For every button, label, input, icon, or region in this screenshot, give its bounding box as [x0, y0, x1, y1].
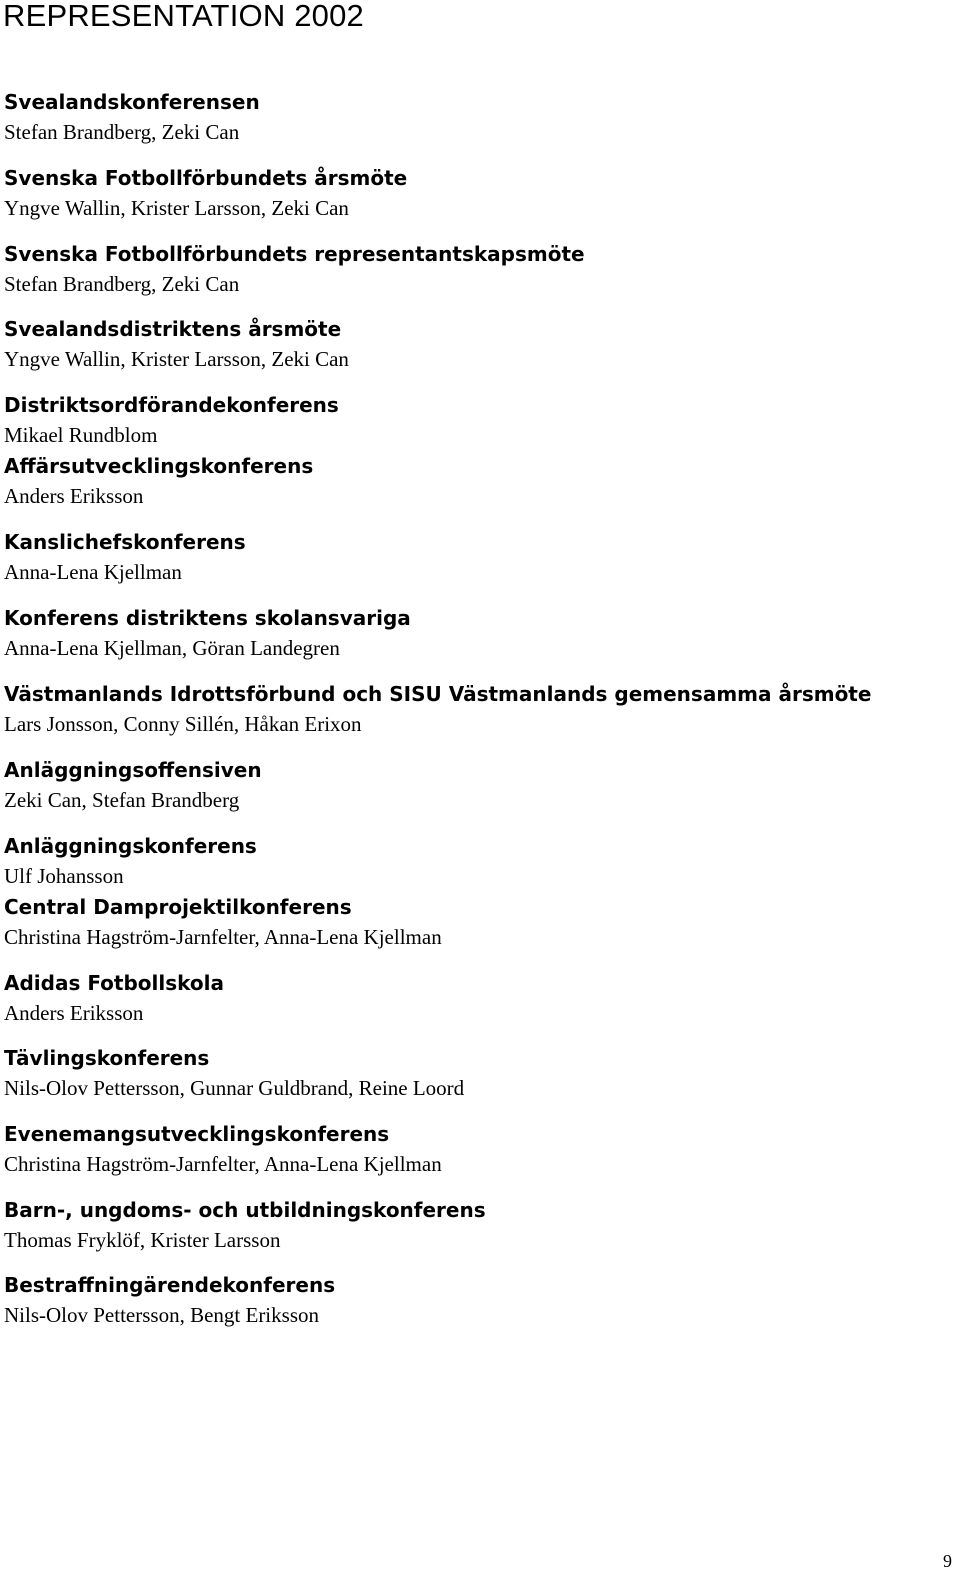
entry-heading: Affärsutvecklingskonferens: [4, 454, 314, 478]
entry-heading: Tävlingskonferens: [4, 1046, 210, 1070]
entry-heading: Distriktsordförandekonferens: [4, 393, 339, 417]
entry-vastmanlands-arsmote: [4, 682, 871, 736]
entry-names: Nils-Olov Pettersson, Bengt Eriksson: [4, 1303, 319, 1327]
entry-tavlingskonferens: [4, 1046, 464, 1100]
entry-heading: Svealandsdistriktens årsmöte: [4, 317, 342, 341]
entry-heading: Anläggningskonferens: [4, 834, 257, 858]
page-number: 9: [943, 1551, 952, 1571]
entry-heading: Evenemangsutvecklingskonferens: [4, 1122, 390, 1146]
entry-heading: Svealandskonferensen: [4, 90, 260, 114]
entry-names: Yngve Wallin, Krister Larsson, Zeki Can: [4, 347, 349, 371]
entry-affarsutvecklingskonferens: [4, 454, 313, 508]
entry-svealandskonferensen: [4, 90, 260, 144]
entry-anlaggningsoffensiven: [4, 758, 262, 812]
entry-names: Anna-Lena Kjellman, Göran Landegren: [4, 636, 340, 660]
entry-konferens-skolansvariga: [4, 606, 411, 660]
entry-names: Christina Hagström-Jarnfelter, Anna-Lena Kjellman: [4, 1152, 442, 1176]
entry-bestraffningarendekonferens: [4, 1273, 335, 1327]
entry-heading: Central Damprojektilkonferens: [4, 895, 352, 919]
entry-anlaggningskonferens: [4, 834, 257, 888]
entry-heading: Svenska Fotbollförbundets representantskapsmöte: [4, 242, 585, 266]
page-title: REPRESENTATION 2002: [3, 0, 364, 33]
entry-names: Nils-Olov Pettersson, Gunnar Guldbrand, Reine Loord: [4, 1076, 465, 1100]
entry-heading: Konferens distriktens skolansvariga: [4, 606, 411, 630]
entry-names: Christina Hagström-Jarnfelter, Anna-Lena Kjellman: [4, 925, 442, 949]
entry-names: Mikael Rundblom: [4, 423, 158, 447]
entry-names: Thomas Fryklöf, Krister Larsson: [4, 1228, 281, 1252]
entry-heading: Svenska Fotbollförbundets årsmöte: [4, 166, 408, 190]
entry-kanslichefskonferens: [4, 530, 246, 584]
entry-names: Zeki Can, Stefan Brandberg: [4, 788, 240, 812]
entry-central-damprojektilkonferens: [4, 895, 442, 949]
entry-names: Lars Jonsson, Conny Sillén, Håkan Erixon: [4, 712, 362, 736]
entry-names: Yngve Wallin, Krister Larsson, Zeki Can: [4, 196, 349, 220]
entry-adidas-fotbollskola: [4, 971, 224, 1025]
entry-svealandsdistriktens-arsmote: [4, 317, 349, 371]
entry-sff-arsmote: [4, 166, 407, 220]
entry-heading: Västmanlands Idrottsförbund och SISU Västmanlands gemensamma årsmöte: [4, 682, 872, 706]
entry-names: Stefan Brandberg, Zeki Can: [4, 272, 240, 296]
entry-barn-ungdoms-utbildningskonferens: [4, 1198, 486, 1252]
entry-distriktsordforandekonferens: [4, 393, 339, 447]
entry-heading: Barn-, ungdoms- och utbildningskonferens: [4, 1198, 486, 1222]
entry-evenemangsutvecklingskonferens: [4, 1122, 442, 1176]
entry-sff-representantskapsmote: [4, 242, 585, 296]
entry-names: Stefan Brandberg, Zeki Can: [4, 120, 240, 144]
entry-names: Anders Eriksson: [4, 484, 144, 508]
entry-heading: Bestraffningärendekonferens: [4, 1273, 336, 1297]
entry-names: Anders Eriksson: [4, 1001, 144, 1025]
entry-heading: Adidas Fotbollskola: [4, 971, 225, 995]
entry-names: Anna-Lena Kjellman: [4, 560, 182, 584]
entry-heading: Kanslichefskonferens: [4, 530, 246, 554]
entry-names: Ulf Johansson: [4, 864, 124, 888]
entry-heading: Anläggningsoffensiven: [4, 758, 262, 782]
